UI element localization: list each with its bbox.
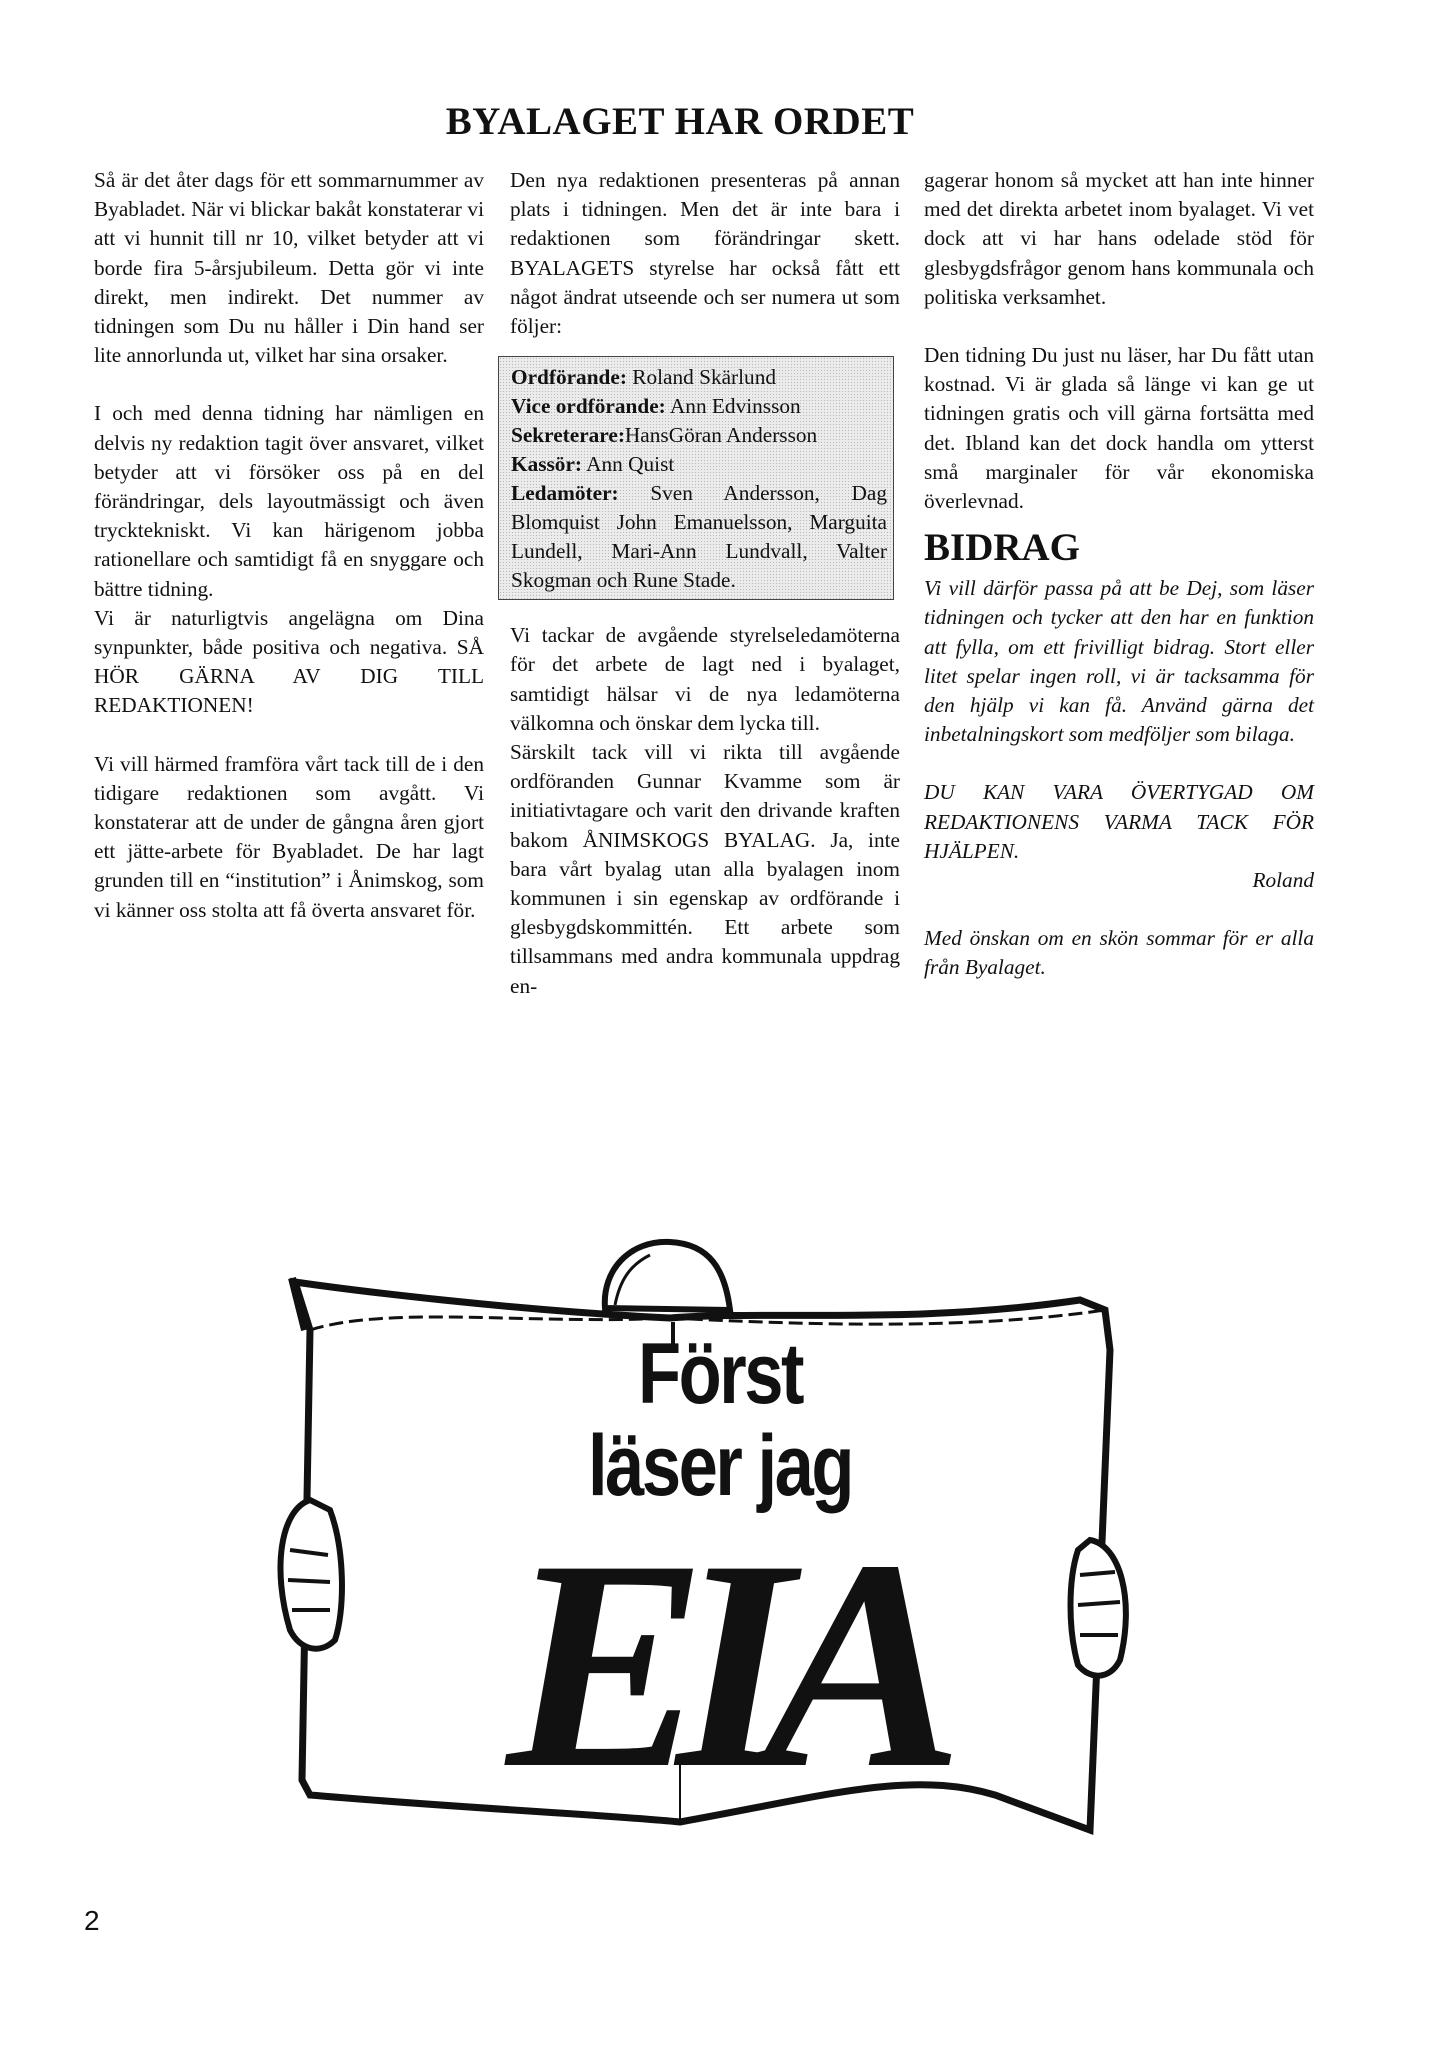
column-2 bbox=[510, 166, 900, 1001]
paragraph: Så är det åter dags för ett sommarnummer av Byabladet. När vi blickar bakåt konstaterar vi att vi hunnit till nr 10, vilket betyder att vi borde fira 5-årsjubileum. Detta gör vi inte direkt, men indirekt. Det nummer av tidningen som Du nu håller i Din hand ser lite annorlunda ut, vilket har sina orsaker. bbox=[94, 168, 484, 368]
column-1 bbox=[94, 166, 484, 925]
page-number: 2 bbox=[84, 1905, 100, 1936]
board-row-treasurer bbox=[511, 450, 887, 479]
section-heading-bidrag: BIDRAG bbox=[924, 526, 1081, 570]
paragraph: Vi vill härmed framföra vårt tack till de i den tidigare redaktionen som avgått. Vi konstaterar att de under de gångna åren gjort ett jätte-arbete för Byabladet. De har lagt grunden till en “institution” i Ånimskog, som vi känner oss stolta att få överta ansvaret för. bbox=[94, 751, 484, 922]
ad-text-stack bbox=[360, 1326, 1080, 1830]
left-hand-icon bbox=[280, 1500, 341, 1649]
closing-greeting: Med önskan om en skön sommar för er alla från Byalaget. bbox=[924, 926, 1314, 980]
ad-line-laser-jag: läser jag bbox=[587, 1418, 853, 1514]
board-role: Sekreterare: bbox=[511, 423, 625, 448]
paragraph: Den tidning Du just nu läser, har Du fått utan kostnad. Vi är glada så länge vi kan ge ut tidningen gratis och vill gärna fortsätta med det. Ibland kan det dock handla om ytterst små marginaler för vår ekonomiska överlevnad. bbox=[924, 343, 1314, 514]
ad-line-eia: EIA bbox=[506, 1498, 934, 1830]
paragraph: gagerar honom så mycket att han inte hinner med det direkta arbetet inom byalaget. Vi vet dock att vi har hans odelade stöd för glesbygdsfrågor genom hans kommunala och politiska verksamhet. bbox=[924, 168, 1314, 309]
paragraph: DU KAN VARA ÖVERTYGAD OM REDAKTIONENS VARMA TACK FÖR HJÄLPEN. bbox=[924, 780, 1314, 863]
ad-line-forst: Först bbox=[638, 1326, 802, 1422]
paragraph: Den nya redaktionen presenteras på annan plats i tidningen. Men det är inte bara i redaktionen som förändringar skett. BYALAGETS styrelse har också fått ett något ändrat utseende och ser numera ut som följer: bbox=[510, 168, 900, 339]
board-role: Ledamöter: bbox=[511, 481, 619, 506]
column-3 bbox=[924, 166, 1314, 983]
board-members-box bbox=[498, 356, 894, 600]
board-name: HansGöran Andersson bbox=[624, 423, 818, 448]
board-row-vice-chair bbox=[511, 392, 887, 421]
board-role: Kassör: bbox=[511, 452, 582, 477]
board-name: Sven Andersson, Dag Blomquist John Emanuelsson, Marguita Lundell, Mari-Ann Lundvall, Valter Skogman och Rune Stade. bbox=[511, 481, 887, 593]
board-name: Ann Quist bbox=[581, 452, 675, 477]
board-row-members bbox=[511, 479, 887, 595]
eia-advertisement bbox=[210, 1210, 1230, 1850]
page-title: BYALAGET HAR ORDET bbox=[445, 100, 915, 143]
board-role: Ordförande: bbox=[511, 365, 627, 390]
paragraph: Vi är naturligtvis angelägna om Dina synpunkter, både positiva och negativa. SÅ HÖR GÄRNA AV DIG TILL REDAKTIONEN! bbox=[94, 605, 484, 718]
board-row-chair bbox=[511, 363, 887, 392]
board-row-secretary bbox=[511, 421, 887, 450]
board-name: Ann Edvinsson bbox=[665, 394, 801, 419]
head-icon bbox=[605, 1242, 730, 1310]
paragraph: I och med denna tidning har nämligen en delvis ny redaktion tagit över ansvaret, vilket betyder att vi försöker oss på en del förändringar, dels layoutmässigt och även trycktekniskt. Vi kan härigenom jobba rationellare och samtidigt få en snyggare och bättre tidning. bbox=[94, 401, 484, 601]
paragraph: Vi tackar de avgående styrelseledamöterna för det arbete de lagt ned i byalaget, samtidigt hälsar vi de nya ledamöterna välkomna och önskar dem lycka till. bbox=[510, 623, 900, 735]
board-role: Vice ordförande: bbox=[511, 394, 666, 419]
paragraph: Vi vill därför passa på att be Dej, som läser tidningen och tycker att den har en funktion att fylla, om ett frivilligt bidrag. Stort eller litet spelar ingen roll, vi är tacksamma för den hjälp vi kan få. Använd gärna det inbetalningskort som medföljer som bilaga. bbox=[924, 576, 1314, 747]
paragraph: Särskilt tack vill vi rikta till avgående ordföranden Gunnar Kvamme som är initiativtagare och varit den drivande kraften bakom ÅNIMSKOGS BYALAG. Ja, inte bara vårt byalag utan alla byalagen inom kommunen i sin egenskap av ordförande i glesbygdskommittén. Ett arbete som tillsammans med andra kommunala uppdrag en- bbox=[510, 740, 900, 998]
signature: Roland bbox=[1252, 868, 1314, 893]
board-name: Roland Skärlund bbox=[626, 365, 777, 390]
